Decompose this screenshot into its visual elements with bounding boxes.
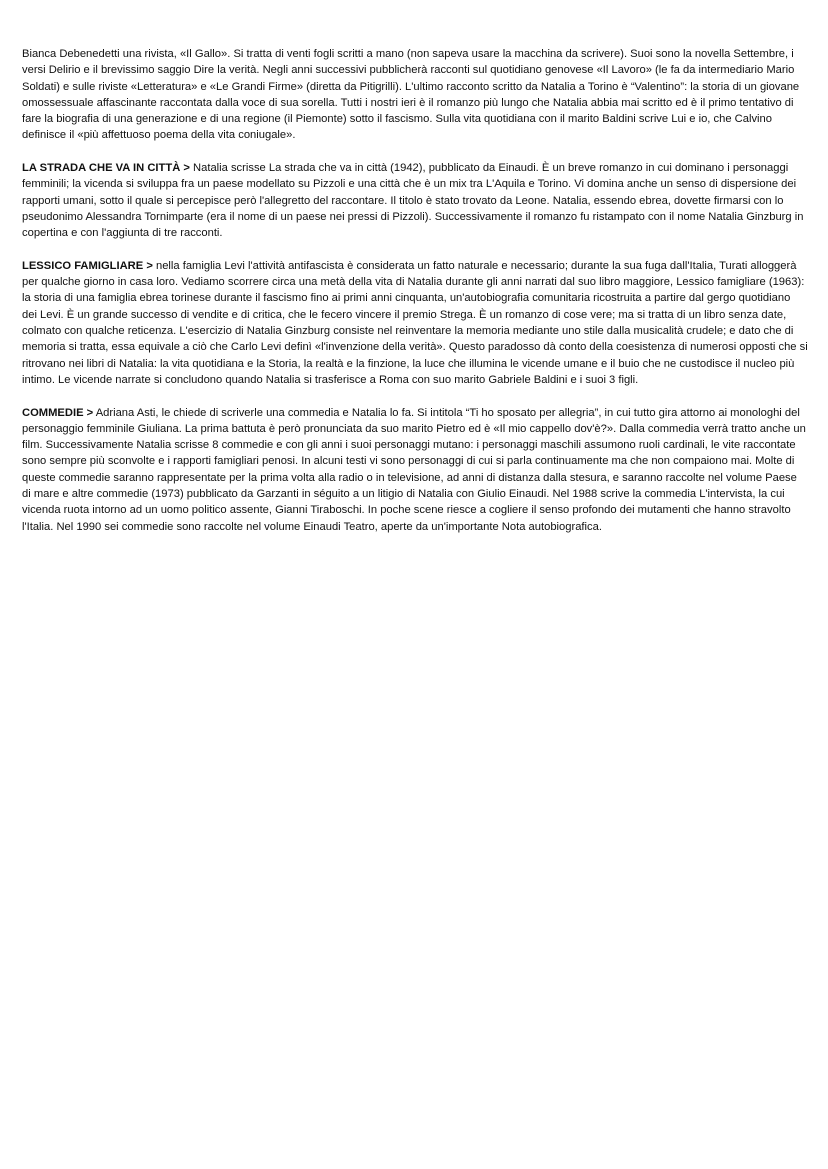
section-strada bbox=[22, 160, 808, 241]
section-text-lessico: nella famiglia Levi l'attività antifascista è considerata un fatto naturale e necessario; durante la sua fuga dall'Italia, Turati alloggerà per qualche giorno in casa loro. Vediamo scorrere circa una metà della vita di Natalia durante gli anni narrati dal suo libro maggiore, Lessico famigliare (1963): la storia di una famiglia ebrea torinese durante il fascismo fino ai primi anni cinquanta, un'autobiografia comunitaria ricostruita a partire dal gergo quotidiano dei Levi. È un grande successo di vendite e di critica, che le fecero vincere il premio Strega. È un romanzo di cose vere; ma si tratta di un libro senza date, colmato con qualche reticenza. L'esercizio di Natalia Ginzburg consiste nel reinventare la memoria mediante uno stile dalla musicalità crudele; e dato che di memoria si tratta, essa equivale a ciò che Carlo Levi definì «l'invenzione della verità». Questo paradosso dà conto della coesistenza di numerosi opposti che si ritrovano nei libri di Natalia: la vita quotidiana e la Storia, la realtà e la finzione, la luce che illumina le vicende umane e il buio che ne custodisce il nucleo più intimo. Le vicende narrate si concludono quando Natalia si trasferisce a Roma con suo marito Gabriele Baldini e i suoi 3 figli. bbox=[22, 259, 808, 386]
section-text-commedie: Adriana Asti, le chiede di scriverle una commedia e Natalia lo fa. Si intitola “Ti ho sposato per allegria”, in cui tutto gira attorno ai monologhi del personaggio femminile Giuliana. La prima battuta è però pronunciata da suo marito Pietro ed è «Il mio cappello dov'è?». Dalla commedia verrà tratto anche un film. Successivamente Natalia scrisse 8 commedie e con gli anni i suoi personaggi mutano: i personaggi maschili assumono ruoli cardinali, le vite raccontate sono sempre più sconvolte e i rapporti famigliari penosi. In alcuni testi vi sono personaggi di cui si parla continuamente ma che non compaiono mai. Molte di queste commedie saranno rappresentate per la prima volta alla radio o in televisione, ad anni di distanza dalla stesura, e saranno raccolte nel volume Paese di mare e altre commedie (1973) pubblicato da Garzanti in séguito a un litigio di Natalia con Giulio Einaudi. Nel 1988 scrive la commedia L'intervista, la cui vicenda ruota intorno ad un uomo politico assente, Gianni Tiraboschi. In poche scene riesce a cogliere il senso profondo dei mutamenti che hanno stravolto l'Italia. Nel 1990 sei commedie sono raccolte nel volume Einaudi Teatro, aperte da un'importante Nota autobiografica. bbox=[22, 406, 806, 533]
intro-paragraph bbox=[22, 46, 808, 144]
intro-text: Bianca Debenedetti una rivista, «Il Gallo». Si tratta di venti fogli scritti a mano (non sapeva usare la macchina da scrivere). Suoi sono la novella Settembre, i versi Delirio e il brevissimo saggio Dire la verità. Negli anni successivi pubblicherà racconti sul quotidiano genovese «Il Lavoro» (le fa da intermediario Mario Soldati) e sulle riviste «Letteratura» e «Le Grandi Firme» (diretta da Pitigrilli). L'ultimo racconto scritto da Natalia a Torino è “Valentino”: la storia di un giovane omossessuale affascinante raccontata dalla voce di sua sorella. Tutti i nostri ieri è il romanzo più lungo che Natalia abbia mai scritto ed è il primo tentativo di fare la biografia di una generazione e di una regione (il Piemonte) sotto il fascismo. Sulla vita quotidiana con il marito Baldini scrive Lui e io, che Calvino definisce il «più affettuoso poema della vita coniugale». bbox=[22, 48, 800, 142]
section-heading-strada: LA STRADA CHE VA IN CITTÀ > bbox=[22, 162, 190, 175]
section-heading-lessico: LESSICO FAMIGLIARE > bbox=[22, 259, 153, 272]
section-heading-commedie: COMMEDIE > bbox=[22, 406, 94, 419]
section-lessico bbox=[22, 258, 808, 388]
document-page bbox=[22, 46, 808, 551]
section-commedie bbox=[22, 405, 808, 535]
section-text-strada: Natalia scrisse La strada che va in città (1942), pubblicato da Einaudi. È un breve romanzo in cui dominano i personaggi femminili; la vicenda si sviluppa fra un paese modellato su Pizzoli e una città che è un mix tra L'Aquila e Torino. Vi domina anche un senso di dispersione dei rapporti umani, sotto il quale si percepisce però l'allegretto del raccontare. Il titolo è stato trovato da Leone. Natalia, essendo ebrea, dovette firmarsi con lo pseudonimo Alessandra Tornimparte (era il nome di un paese nei pressi di Pizzoli). Successivamente il romanzo fu ristampato con il nome Natalia Ginzburg in copertina e con l'aggiunta di tre racconti. bbox=[22, 162, 804, 240]
